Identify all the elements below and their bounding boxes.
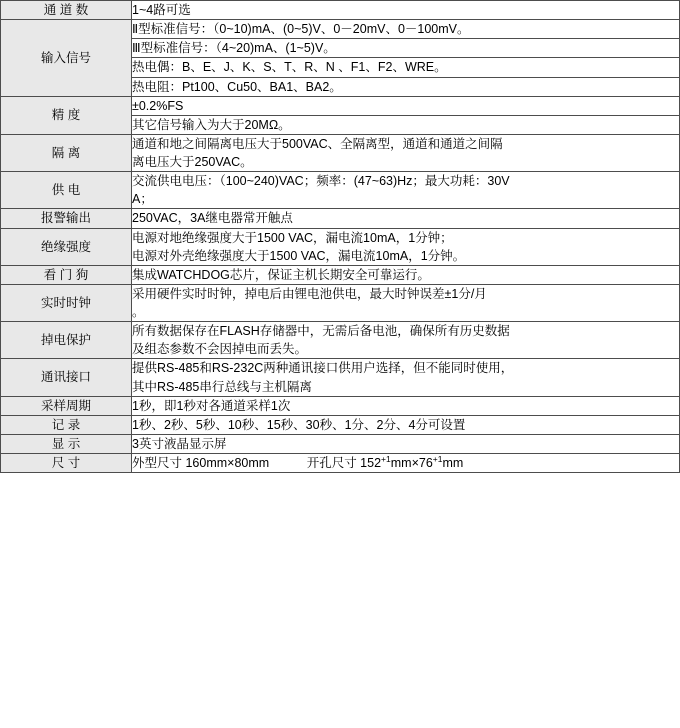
value-line: 1~4路可选 [132,3,191,17]
table-row [1,454,680,473]
dimensions-cutout: 开孔尺寸 152 [306,456,382,470]
value-line: 3英寸液晶显示屏 [132,436,227,451]
value-line: 电源对地绝缘强度大于1500 VAC，漏电流10mA，1分钟； [132,230,453,245]
table-row [1,96,680,115]
row-value-watchdog [132,265,680,284]
value-line: 采用硬件实时时钟，掉电后由锂电池供电，最大时钟误差±1分/月 [132,286,487,301]
row-value-realtime-clock [132,284,680,321]
row-label-power-fail-protection: 掉电保护 [1,322,132,359]
value-line: A； [132,192,153,207]
table-row [1,434,680,453]
row-value-alarm-output [132,209,680,228]
row-label-sampling-period: 采样周期 [1,396,132,415]
table-row [1,209,680,228]
value-line: 1秒、2秒、5秒、10秒、15秒、30秒、1分、2分、4分可设置 [132,417,466,432]
value-line: 其中RS-485串行总线与主机隔离 [132,379,312,394]
table-row [1,20,680,39]
value-line: 交流供电电压：（100~240)VAC；频率：(47~63)Hz；最大功耗：30V [132,174,510,189]
table-row [1,322,680,359]
table-row [1,415,680,434]
value-line: 其它信号输入为大于20MΩ。 [132,117,291,132]
value-line: ±0.2%FS [132,98,184,113]
value-line: 通道和地之间隔离电压大于500VAC、全隔离型，通道和通道之间隔 [132,136,503,151]
row-value-power-fail-protection [132,322,680,359]
row-label-channel-count: 通 道 数 [1,1,132,20]
dimensions-outer: 外型尺寸 160mm×80mm [132,456,270,470]
row-label-dimensions: 尺 寸 [1,454,132,473]
value-line: 所有数据保存在FLASH存储器中，无需后备电池，确保所有历史数据 [132,324,510,339]
dimensions-tolerance-1: +1 [381,453,391,464]
row-value-rtd [132,77,680,96]
value-line: 离电压大于250VAC。 [132,155,253,169]
table-row [1,1,680,20]
value-line: 热电阻：Pt100、Cu50、BA1、BA2。 [132,79,342,94]
dimensions-tolerance-2: +1 [432,453,443,464]
table-row [1,228,680,265]
row-label-record-interval: 记 录 [1,415,132,434]
row-value-input-signal-type2 [132,20,680,39]
dimensions-unit-2: mm [442,456,464,470]
value-line: Ⅱ型标准信号：（0~10)mA、(0~5)V、0－20mV、0－100mV。 [132,22,470,37]
row-label-display: 显 示 [1,434,132,453]
row-label-power-supply: 供 电 [1,172,132,209]
row-value-communication-interface [132,359,680,396]
value-line: 电源对外壳绝缘强度大于1500 VAC，漏电流10mA，1分钟。 [132,248,466,263]
row-label-input-signal: 输入信号 [1,20,132,97]
row-value-dimensions [132,454,680,473]
value-line: 及组态参数不会因掉电而丢失。 [132,342,308,357]
table-row [1,359,680,396]
row-label-insulation-strength: 绝缘强度 [1,228,132,265]
value-line: Ⅲ型标准信号：（4~20)mA、(1~5)V。 [132,41,336,56]
value-line: 集成WATCHDOG芯片，保证主机长期安全可靠运行。 [132,267,430,282]
row-value-input-impedance [132,115,680,134]
row-value-record-interval [132,415,680,434]
dimensions-unit-1: mm×76 [390,456,433,470]
row-value-power-supply [132,172,680,209]
value-line: 提供RS-485和RS-232C两种通讯接口供用户选择，但不能同时使用， [132,361,514,376]
specification-table-body [1,1,680,473]
row-value-sampling-period [132,396,680,415]
table-row [1,134,680,171]
row-label-alarm-output: 报警输出 [1,209,132,228]
row-value-isolation [132,134,680,171]
table-row [1,265,680,284]
value-line: 1秒，即1秒对各通道采样1次 [132,398,291,413]
value-line: 。 [132,305,145,319]
dimensions-line [132,454,679,472]
row-label-realtime-clock: 实时时钟 [1,284,132,321]
table-row [1,284,680,321]
table-row [1,396,680,415]
row-value-channel-count [132,1,680,20]
row-label-accuracy: 精 度 [1,96,132,134]
table-row [1,172,680,209]
row-value-insulation-strength [132,228,680,265]
value-line: 热电偶：B、E、J、K、S、T、R、N 、F1、F2、WRE。 [132,60,447,75]
row-label-communication-interface: 通讯接口 [1,359,132,396]
row-label-watchdog: 看 门 狗 [1,265,132,284]
value-line: 250VAC，3A继电器常开触点 [132,211,293,226]
row-value-display [132,434,680,453]
row-value-input-signal-type3 [132,39,680,58]
row-value-thermocouple [132,58,680,77]
dimensions-gap [269,456,307,470]
row-label-isolation: 隔 离 [1,134,132,171]
row-value-accuracy [132,96,680,115]
